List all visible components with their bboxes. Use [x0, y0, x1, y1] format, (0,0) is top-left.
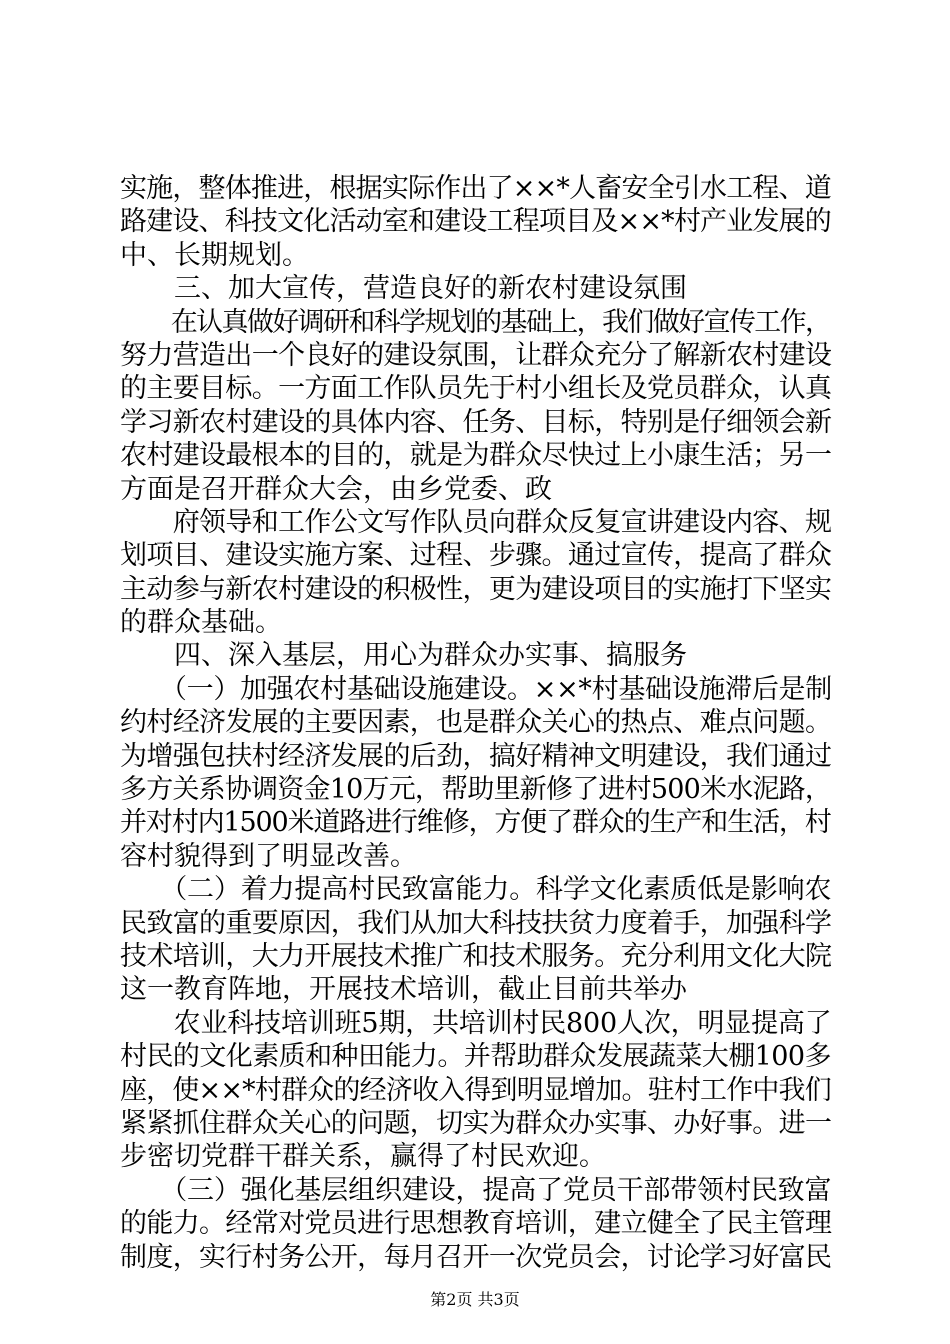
text-line: 并对村内1500米道路进行维修，方便了群众的生产和生活，村 — [120, 807, 831, 839]
text-line: 的群众基础。 — [120, 607, 282, 639]
text-line: 的主要目标。一方面工作队员先于村小组长及党员群众，认真 — [120, 373, 832, 405]
text-line: 努力营造出一个良好的建设氛围，让群众充分了解新农村建设 — [120, 339, 832, 371]
text-line: 技术培训，大力开展技术推广和技术服务。充分利用文化大院 — [120, 940, 832, 972]
text-line: （二）着力提高村民致富能力。科学文化素质低是影响农 — [120, 874, 832, 906]
text-line: 主动参与新农村建设的积极性，更为建设项目的实施打下坚实 — [120, 573, 832, 605]
text-line: 农业科技培训班5期，共培训村民800人次，明显提高了 — [120, 1007, 832, 1039]
text-line: 容村貌得到了明显改善。 — [120, 840, 417, 872]
text-line: 紧紧抓住群众关心的问题，切实为群众办实事、办好事。进一 — [120, 1107, 832, 1139]
text-line: 制度，实行村务公开，每月召开一次党员会，讨论学习好富民 — [120, 1241, 832, 1273]
text-line: 三、加大宣传，营造良好的新农村建设氛围 — [120, 273, 687, 305]
text-line: 学习新农村建设的具体内容、任务、目标，特别是仔细领会新 — [120, 406, 832, 438]
text-line: 府领导和工作公文写作队员向群众反复宣讲建设内容、规 — [120, 506, 832, 538]
document-body — [120, 172, 832, 1274]
text-line: 民致富的重要原因，我们从加大科技扶贫力度着手，加强科学 — [120, 907, 832, 939]
text-line: 的能力。经常对党员进行思想教育培训，建立健全了民主管理 — [120, 1208, 832, 1240]
text-line: 路建设、科技文化活动室和建设工程项目及××*村产业发展的 — [120, 206, 831, 238]
text-line: 为增强包扶村经济发展的后劲，搞好精神文明建设，我们通过 — [120, 740, 832, 772]
text-line: 四、深入基层，用心为群众办实事、搞服务 — [120, 640, 687, 672]
text-line: 村民的文化素质和种田能力。并帮助群众发展蔬菜大棚100多 — [120, 1041, 831, 1073]
text-line: 座，使××*村群众的经济收入得到明显增加。驻村工作中我们 — [120, 1074, 831, 1106]
page-footer: 第2页 共3页 — [430, 1290, 520, 1309]
text-line: 实施，整体推进，根据实际作出了××*人畜安全引水工程、道 — [120, 173, 831, 204]
text-line: 这一教育阵地，开展技术培训，截止目前共举办 — [120, 974, 687, 1006]
text-line: 方面是召开群众大会，由乡党委、政 — [120, 473, 552, 505]
text-line: 在认真做好调研和科学规划的基础上，我们做好宣传工作， — [120, 306, 831, 338]
text-line: 约村经济发展的主要因素，也是群众关心的热点、难点问题。 — [120, 707, 832, 739]
text-line: （一）加强农村基础设施建设。××*村基础设施滞后是制 — [120, 673, 832, 705]
text-line: 多方关系协调资金10万元，帮助里新修了进村500米水泥路， — [120, 774, 832, 806]
text-line: （三）强化基层组织建设，提高了党员干部带领村民致富 — [120, 1174, 832, 1206]
text-line: 中、长期规划。 — [120, 239, 309, 271]
text-line: 步密切党群干群关系，赢得了村民欢迎。 — [120, 1141, 606, 1173]
text-line: 农村建设最根本的目的，就是为群众尽快过上小康生活；另一 — [120, 440, 832, 472]
text-line: 划项目、建设实施方案、过程、步骤。通过宣传，提高了群众 — [120, 540, 832, 572]
